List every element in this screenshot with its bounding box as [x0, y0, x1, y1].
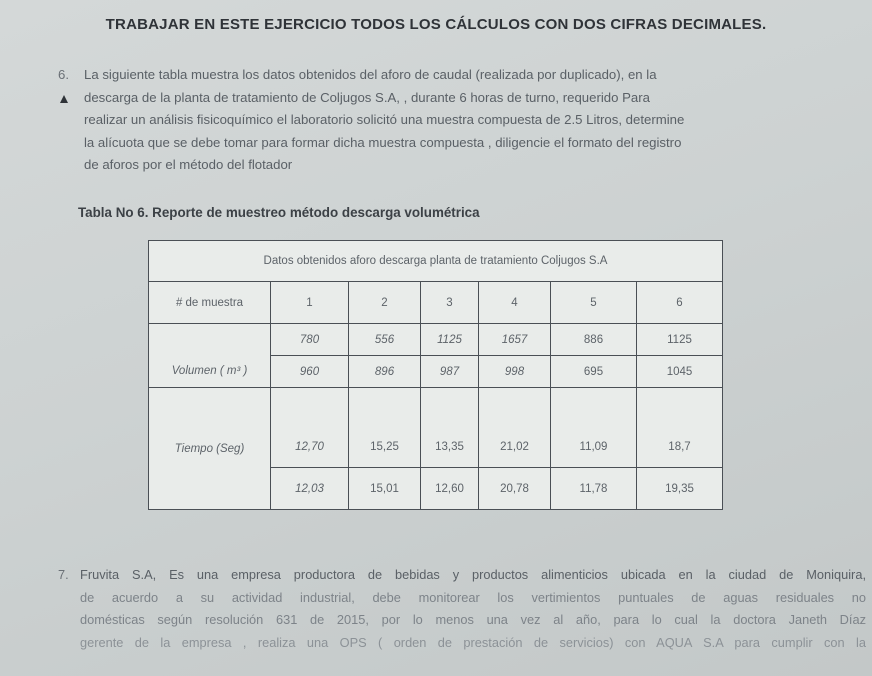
volume-value: 987 — [421, 356, 479, 388]
volume-value: 695 — [551, 356, 637, 388]
exercise-6-number: 6. — [58, 67, 69, 82]
exercise-6-text — [84, 64, 864, 177]
volume-value: 556 — [349, 324, 421, 356]
volume-value: 998 — [479, 356, 551, 388]
time-value: 20,78 — [479, 468, 551, 510]
time-value: 21,02 — [479, 388, 551, 468]
table-header: Datos obtenidos aforo descarga planta de tratamiento Coljugos S.A — [149, 241, 723, 282]
exercise-7-line: domésticas según resolución 631 de 2015, por lo menos una vez al año, para lo cual la doctora Janeth Díaz — [80, 612, 866, 627]
exercise-6-line: realizar un análisis fisicoquímico el laboratorio solicitó una muestra compuesta de 2.5 Litros, determine — [84, 112, 685, 127]
time-value: 15,01 — [349, 468, 421, 510]
exercise-6-line: de aforos por el método del flotador — [84, 157, 293, 172]
sample-number: 2 — [349, 282, 421, 324]
time-value: 11,78 — [551, 468, 637, 510]
table-caption: Tabla No 6. Reporte de muestreo método descarga volumétrica — [78, 205, 480, 220]
volume-value: 1125 — [421, 324, 479, 356]
volume-value: 960 — [271, 356, 349, 388]
time-label: Tiempo (Seg) — [149, 388, 271, 510]
volume-value: 1657 — [479, 324, 551, 356]
sample-number: 5 — [551, 282, 637, 324]
sample-number: 4 — [479, 282, 551, 324]
exercise-6-line: la alícuota que se debe tomar para formar dicha muestra compuesta , diligencie el formato del registro — [84, 134, 682, 150]
time-value: 13,35 — [421, 388, 479, 468]
page-title: TRABAJAR EN ESTE EJERCICIO TODOS LOS CÁLCULOS CON DOS CIFRAS DECIMALES. — [105, 16, 767, 33]
exercise-7-text — [80, 564, 866, 654]
time-value: 12,70 — [271, 388, 349, 468]
time-value: 12,03 — [271, 468, 349, 510]
time-value: 12,60 — [421, 468, 479, 510]
bullet-triangle-icon — [60, 95, 68, 103]
measurement-table — [148, 240, 723, 510]
time-value: 19,35 — [637, 468, 723, 510]
exercise-6-line: La siguiente tabla muestra los datos obtenidos del aforo de caudal (realizada por duplicado), en la — [84, 67, 657, 82]
volume-value: 780 — [271, 324, 349, 356]
time-value: 18,7 — [637, 388, 723, 468]
time-value: 11,09 — [551, 388, 637, 468]
exercise-7-line: de acuerdo a su actividad industrial, debe monitorear los vertimientos puntuales de aguas residuales no — [80, 589, 866, 605]
volume-label: Volumen ( m³ ) — [149, 324, 271, 388]
exercise-7-line: gerente de la empresa , realiza una OPS ( orden de prestación de servicios) con AQUA S.A para cumplir con la — [80, 634, 866, 650]
volume-value: 886 — [551, 324, 637, 356]
sample-number: 6 — [637, 282, 723, 324]
exercise-6-line: descarga de la planta de tratamiento de Coljugos S.A, , durante 6 horas de turno, requerido Para — [84, 89, 650, 105]
volume-value: 1045 — [637, 356, 723, 388]
time-value: 15,25 — [349, 388, 421, 468]
volume-value: 1125 — [637, 324, 723, 356]
exercise-7-line: Fruvita S.A, Es una empresa productora de bebidas y productos alimenticios ubicada en la ciudad de Moniquira, — [80, 567, 866, 582]
sample-number-label: # de muestra — [149, 282, 271, 324]
exercise-7-number: 7. — [58, 567, 69, 582]
sample-number: 1 — [271, 282, 349, 324]
volume-value: 896 — [349, 356, 421, 388]
sample-number: 3 — [421, 282, 479, 324]
